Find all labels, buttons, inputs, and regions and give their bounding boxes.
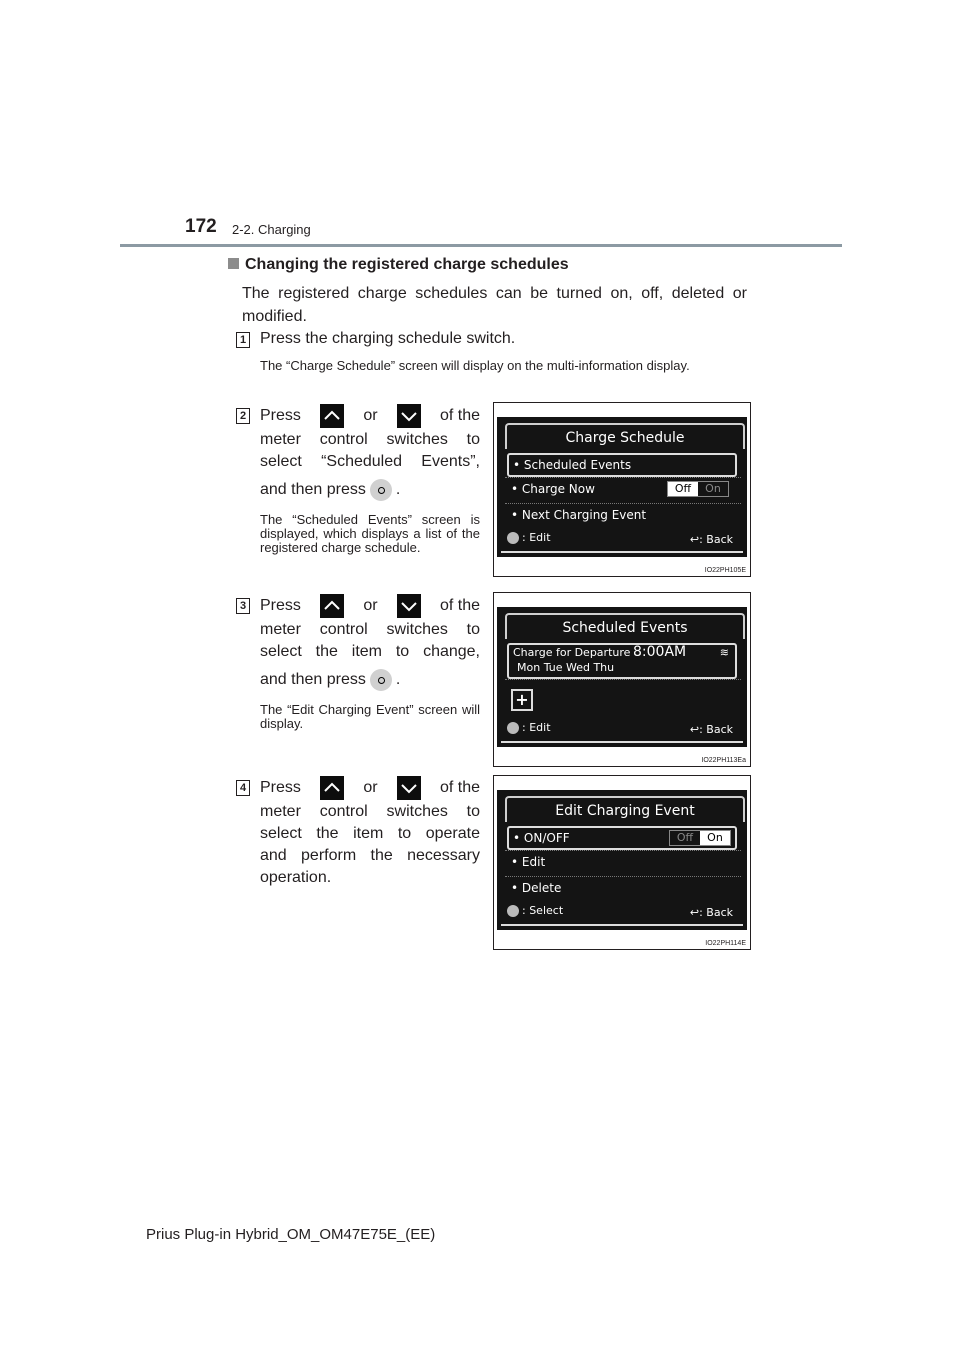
or-word: or <box>363 407 378 424</box>
screenshot-scheduled-events <box>493 592 751 767</box>
ok-button-icon <box>370 479 392 501</box>
step-2-note: The “Scheduled Events” screen is displayed, which displays a list of the registered charge schedule. <box>260 512 480 555</box>
step-3-line-1: Press or of the <box>260 593 480 619</box>
chevron-down-icon <box>397 404 421 428</box>
chevron-down-icon <box>397 594 421 618</box>
step-4-line-5: operation. <box>260 869 332 886</box>
menu-item-on-off: • ON/OFF Off On <box>507 826 737 850</box>
step-4-text <box>260 775 480 889</box>
chevron-down-icon <box>397 776 421 800</box>
back-arrow-icon: ↩ <box>689 533 700 546</box>
step-number-4: 4 <box>236 780 250 796</box>
step-2-line-3: select “Scheduled Events”, <box>260 453 480 470</box>
screen-title: Charge Schedule <box>505 423 745 449</box>
menu-item-edit: • Edit <box>511 855 546 869</box>
screenshot-charge-schedule <box>493 402 751 577</box>
step-3-note: The “Edit Charging Event” screen will display. <box>260 702 480 731</box>
divider <box>505 477 741 478</box>
add-icon: + <box>511 689 533 711</box>
step-4-line-1: Press or of the <box>260 775 480 801</box>
chevron-up-icon <box>320 776 344 800</box>
display-screen <box>497 417 747 557</box>
toggle: Off On <box>667 481 729 497</box>
toggle: Off On <box>669 830 731 846</box>
step-2-line-2: meter control switches to <box>260 431 480 448</box>
menu-item-scheduled-events: • Scheduled Events <box>507 453 737 477</box>
step-1-note: The “Charge Schedule” screen will display on the multi-information display. <box>260 358 690 373</box>
step-2-line-1 <box>260 403 480 429</box>
figure-code: IO22PH114E <box>705 940 746 947</box>
figure-code: IO22PH105E <box>704 567 746 574</box>
screen-title: Edit Charging Event <box>505 796 745 822</box>
subsection-heading <box>228 256 569 274</box>
screen-footer: : Edit ↩: Back <box>501 527 743 553</box>
menu-item-charge-now: • Charge Now Off On <box>507 479 733 499</box>
of-the-words: of the <box>439 407 480 424</box>
heading-text: Changing the registered charge schedules <box>245 256 569 273</box>
divider <box>505 503 741 504</box>
square-bullet-icon <box>228 258 239 269</box>
knob-icon <box>507 532 519 544</box>
section-title: 2-2. Charging <box>232 222 311 237</box>
intro-paragraph: The registered charge schedules can be turned on, off, deleted or modified. <box>242 285 747 325</box>
display-screen <box>497 607 747 747</box>
screenshot-edit-charging-event <box>493 775 751 950</box>
chevron-up-icon <box>320 594 344 618</box>
step-4-line-2: meter control switches to <box>260 803 480 820</box>
step-1-text: Press the charging schedule switch. <box>260 330 516 347</box>
screen-title: Scheduled Events <box>505 613 745 639</box>
step-2-line-4: and then press . <box>260 479 480 501</box>
ok-button-icon <box>370 669 392 691</box>
step-number-2: 2 <box>236 408 250 424</box>
header-rule <box>120 244 842 247</box>
menu-item-delete: • Delete <box>511 881 562 895</box>
divider <box>505 876 741 877</box>
step-3-text <box>260 593 480 691</box>
event-entry: Charge for Departure 8:00AM ≋ Mon Tue Wed Thu <box>507 643 737 679</box>
step-number-3: 3 <box>236 598 250 614</box>
step-3-line-4: and then press . <box>260 669 480 691</box>
menu-item-next-charging-event: • Next Charging Event <box>511 508 647 522</box>
screen-footer: : Select ↩: Back <box>501 900 743 926</box>
chevron-up-icon <box>320 404 344 428</box>
back-arrow-icon: ↩ <box>689 906 700 919</box>
divider <box>505 679 741 680</box>
step-3-line-2: meter control switches to <box>260 621 480 638</box>
page-number: 172 <box>185 216 217 237</box>
press-word: Press <box>260 407 301 424</box>
step-4-line-3: select the item to operate <box>260 825 480 842</box>
step-2-text <box>260 403 480 501</box>
charge-icon: ≋ <box>719 646 729 659</box>
display-screen <box>497 790 747 930</box>
page-footer: Prius Plug-in Hybrid_OM_OM47E75E_(EE) <box>146 1226 436 1243</box>
knob-icon <box>507 905 519 917</box>
divider <box>505 850 741 851</box>
figure-code: IO22PH113Ea <box>701 757 746 764</box>
screen-footer: : Edit ↩: Back <box>501 717 743 743</box>
step-4-line-4: and perform the necessary <box>260 847 480 864</box>
step-3-line-3: select the item to change, <box>260 643 480 660</box>
step-number-1: 1 <box>236 332 250 348</box>
knob-icon <box>507 722 519 734</box>
back-arrow-icon: ↩ <box>689 723 700 736</box>
